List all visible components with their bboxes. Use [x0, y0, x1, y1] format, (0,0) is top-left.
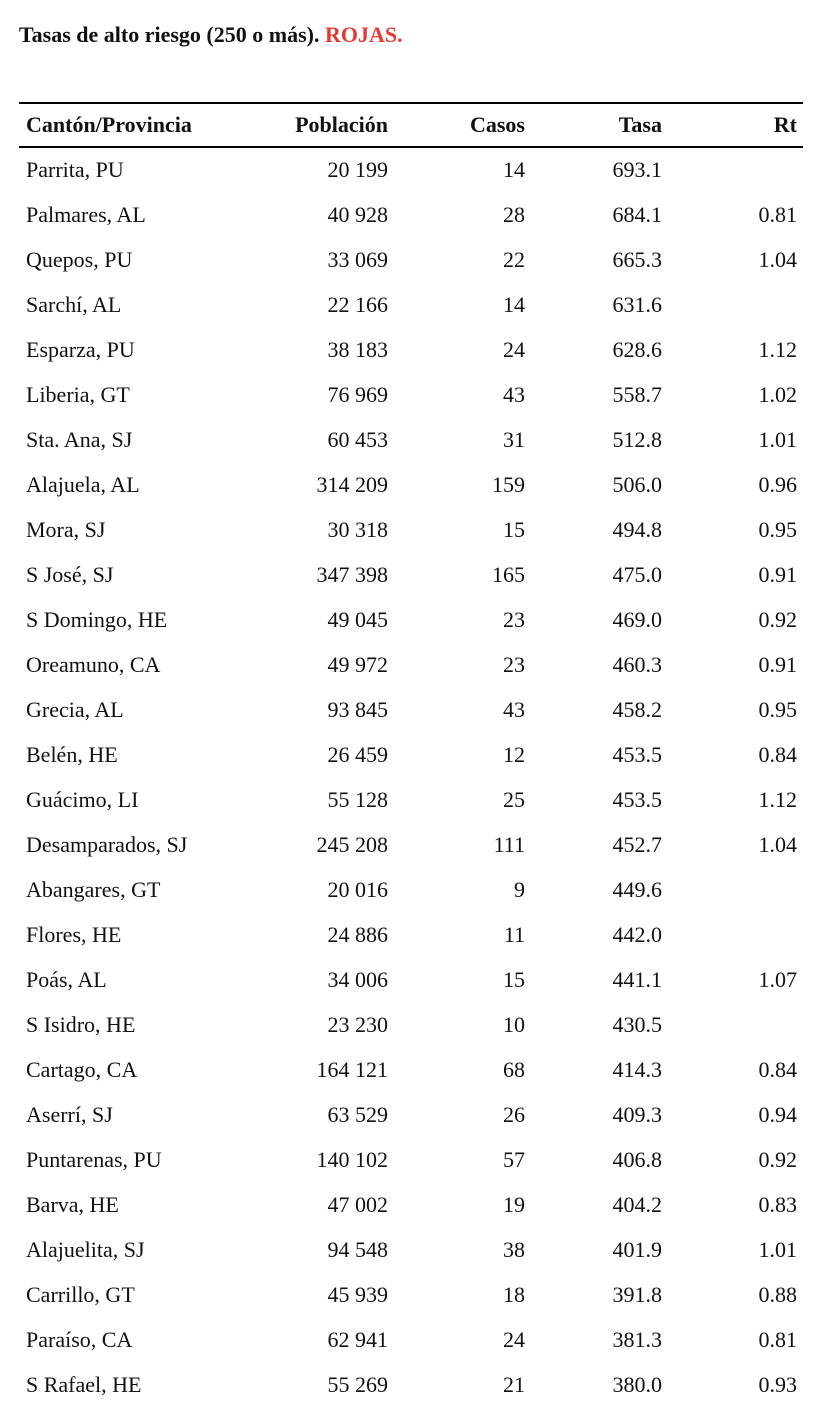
table-row — [19, 1092, 803, 1137]
cell-casos: 43 — [503, 696, 525, 722]
cell-rt: 1.01 — [758, 426, 797, 452]
cell-canton: Cartago, CA — [26, 1056, 138, 1082]
cell-rt — [662, 147, 803, 192]
cell-rt: 0.83 — [758, 1191, 797, 1217]
table-row — [19, 462, 803, 507]
cell-casos: 165 — [492, 561, 525, 587]
cell-casos: 57 — [503, 1146, 525, 1172]
cell-casos: 24 — [503, 336, 525, 362]
cell-poblacion: 34 006 — [327, 966, 388, 992]
cell-rt: 0.92 — [758, 606, 797, 632]
cell-poblacion: 24 886 — [327, 921, 388, 947]
table-row — [19, 1227, 803, 1272]
cell-poblacion: 20 199 — [327, 157, 388, 182]
table-row — [19, 642, 803, 687]
cell-rt — [662, 912, 803, 957]
cell-poblacion: 49 045 — [327, 606, 388, 632]
cell-canton: Aserrí, SJ — [26, 1101, 113, 1127]
cell-rt: 0.84 — [758, 741, 797, 767]
cell-poblacion: 49 972 — [327, 651, 388, 677]
cell-rt: 0.92 — [758, 1146, 797, 1172]
cell-canton: Desamparados, SJ — [26, 831, 188, 857]
cell-tasa: 381.3 — [612, 1326, 662, 1352]
cell-canton: S José, SJ — [26, 561, 114, 587]
cell-rt: 0.88 — [758, 1281, 797, 1307]
cell-poblacion: 164 121 — [316, 1056, 388, 1082]
table-row — [19, 822, 803, 867]
table-row — [19, 957, 803, 1002]
cell-casos: 14 — [503, 291, 525, 317]
cell-tasa: 631.6 — [612, 291, 662, 317]
cell-tasa: 409.3 — [612, 1101, 662, 1127]
cell-canton: Alajuelita, SJ — [26, 1236, 145, 1262]
cell-poblacion: 76 969 — [327, 381, 388, 407]
cell-poblacion: 60 453 — [327, 426, 388, 452]
table-row — [19, 1137, 803, 1182]
cell-tasa: 665.3 — [612, 246, 662, 272]
table-row — [19, 327, 803, 372]
table-row — [19, 282, 803, 327]
cell-casos: 31 — [503, 426, 525, 452]
cell-tasa: 449.6 — [612, 876, 662, 902]
cell-casos: 159 — [492, 471, 525, 497]
cell-tasa: 401.9 — [612, 1236, 662, 1262]
cell-casos: 22 — [503, 246, 525, 272]
cell-canton: Sta. Ana, SJ — [26, 426, 133, 452]
cell-canton: Belén, HE — [26, 741, 118, 767]
cell-casos: 12 — [503, 741, 525, 767]
cell-poblacion: 245 208 — [316, 831, 388, 857]
cell-rt: 0.96 — [758, 471, 797, 497]
cell-casos: 23 — [503, 606, 525, 632]
table-row — [19, 1317, 803, 1362]
cell-canton: Liberia, GT — [26, 381, 130, 407]
cell-casos: 23 — [503, 651, 525, 677]
cell-tasa: 494.8 — [612, 516, 662, 542]
cell-canton: Barva, HE — [26, 1191, 119, 1217]
cell-canton: Sarchí, AL — [26, 291, 122, 317]
cell-poblacion: 45 939 — [327, 1281, 388, 1307]
cell-poblacion: 314 209 — [316, 471, 388, 497]
cell-canton: Abangares, GT — [26, 876, 161, 902]
cell-tasa: 475.0 — [612, 561, 662, 587]
cell-poblacion: 33 069 — [327, 246, 388, 272]
cell-canton: Oreamuno, CA — [26, 651, 161, 677]
cell-casos: 15 — [503, 966, 525, 992]
cell-tasa: 452.7 — [612, 831, 662, 857]
table-row — [19, 507, 803, 552]
column-header-tasa: Tasa — [618, 112, 662, 137]
cell-canton: Guácimo, LI — [26, 786, 139, 812]
table-row — [19, 417, 803, 462]
cell-poblacion: 30 318 — [327, 516, 388, 542]
cell-canton: S Domingo, HE — [26, 606, 168, 632]
cell-rt: 1.04 — [758, 831, 797, 857]
cell-tasa: 380.0 — [612, 1371, 662, 1397]
cell-tasa: 460.3 — [612, 651, 662, 677]
table-row — [19, 552, 803, 597]
cell-rt: 0.93 — [758, 1371, 797, 1397]
cell-rt: 0.84 — [758, 1056, 797, 1082]
cell-rt: 1.04 — [758, 246, 797, 272]
cell-rt: 0.81 — [758, 1326, 797, 1352]
table-row — [19, 237, 803, 282]
cell-rt — [662, 867, 803, 912]
cell-tasa: 453.5 — [612, 741, 662, 767]
table-body — [19, 147, 803, 1407]
cell-tasa: 453.5 — [612, 786, 662, 812]
table-row — [19, 1002, 803, 1047]
title-main: Tasas de alto riesgo (250 o más). — [19, 22, 320, 47]
cell-casos: 68 — [503, 1056, 525, 1082]
cell-rt: 1.02 — [758, 381, 797, 407]
cell-tasa: 391.8 — [612, 1281, 662, 1307]
cell-canton: Paraíso, CA — [26, 1326, 133, 1352]
document-title — [19, 20, 403, 50]
cell-tasa: 414.3 — [612, 1056, 662, 1082]
cell-casos: 111 — [493, 831, 525, 857]
cell-poblacion: 38 183 — [327, 336, 388, 362]
cell-tasa: 693.1 — [612, 157, 662, 182]
table-row — [19, 1272, 803, 1317]
risk-rates-table-container — [19, 102, 803, 1407]
cell-poblacion: 20 016 — [327, 876, 388, 902]
table-row — [19, 192, 803, 237]
cell-poblacion: 347 398 — [316, 561, 388, 587]
cell-canton: Grecia, AL — [26, 696, 124, 722]
cell-poblacion: 94 548 — [327, 1236, 388, 1262]
cell-poblacion: 23 230 — [327, 1011, 388, 1037]
cell-casos: 28 — [503, 201, 525, 227]
cell-casos: 11 — [503, 921, 525, 947]
table-row — [19, 147, 803, 192]
cell-rt: 1.12 — [758, 786, 797, 812]
cell-tasa: 628.6 — [612, 336, 662, 362]
cell-poblacion: 40 928 — [327, 201, 388, 227]
cell-tasa: 430.5 — [612, 1011, 662, 1037]
cell-rt: 0.81 — [758, 201, 797, 227]
cell-poblacion: 26 459 — [327, 741, 388, 767]
column-header-rt: Rt — [773, 112, 797, 137]
risk-rates-table — [19, 102, 803, 1407]
cell-rt — [662, 1002, 803, 1047]
table-row — [19, 687, 803, 732]
cell-rt: 0.91 — [758, 561, 797, 587]
cell-casos: 10 — [503, 1011, 525, 1037]
cell-poblacion: 93 845 — [327, 696, 388, 722]
cell-canton: Alajuela, AL — [26, 471, 140, 497]
cell-canton: S Rafael, HE — [26, 1371, 142, 1397]
cell-casos: 21 — [503, 1371, 525, 1397]
column-header-poblacion: Población — [295, 112, 388, 137]
cell-tasa: 404.2 — [612, 1191, 662, 1217]
column-header-casos: Casos — [469, 112, 525, 137]
table-row — [19, 1047, 803, 1092]
cell-canton: Carrillo, GT — [26, 1281, 135, 1307]
cell-rt: 1.12 — [758, 336, 797, 362]
cell-canton: Parrita, PU — [26, 157, 124, 182]
cell-tasa: 406.8 — [612, 1146, 662, 1172]
table-row — [19, 597, 803, 642]
cell-poblacion: 140 102 — [316, 1146, 388, 1172]
cell-tasa: 512.8 — [612, 426, 662, 452]
cell-rt: 1.01 — [758, 1236, 797, 1262]
cell-casos: 38 — [503, 1236, 525, 1262]
table-row — [19, 732, 803, 777]
cell-canton: Poás, AL — [26, 966, 107, 992]
cell-canton: Quepos, PU — [26, 246, 133, 272]
cell-casos: 15 — [503, 516, 525, 542]
cell-tasa: 558.7 — [612, 381, 662, 407]
table-header-row — [19, 103, 803, 147]
cell-casos: 43 — [503, 381, 525, 407]
cell-canton: S Isidro, HE — [26, 1011, 136, 1037]
table-header — [19, 103, 803, 147]
cell-rt — [662, 282, 803, 327]
cell-tasa: 458.2 — [612, 696, 662, 722]
cell-poblacion: 47 002 — [327, 1191, 388, 1217]
cell-rt: 0.91 — [758, 651, 797, 677]
cell-canton: Palmares, AL — [26, 201, 146, 227]
cell-canton: Esparza, PU — [26, 336, 135, 362]
cell-canton: Puntarenas, PU — [26, 1146, 162, 1172]
cell-poblacion: 55 269 — [327, 1371, 388, 1397]
cell-casos: 18 — [503, 1281, 525, 1307]
cell-casos: 25 — [503, 786, 525, 812]
cell-poblacion: 55 128 — [327, 786, 388, 812]
cell-casos: 14 — [503, 157, 525, 182]
cell-tasa: 684.1 — [612, 201, 662, 227]
cell-casos: 19 — [503, 1191, 525, 1217]
column-header-canton: Cantón/Provincia — [26, 112, 192, 137]
table-row — [19, 1182, 803, 1227]
cell-rt: 0.95 — [758, 516, 797, 542]
cell-casos: 26 — [503, 1101, 525, 1127]
table-row — [19, 912, 803, 957]
cell-tasa: 441.1 — [612, 966, 662, 992]
cell-canton: Mora, SJ — [26, 516, 106, 542]
cell-rt: 0.94 — [758, 1101, 797, 1127]
table-row — [19, 1362, 803, 1407]
cell-poblacion: 62 941 — [327, 1326, 388, 1352]
cell-poblacion: 63 529 — [327, 1101, 388, 1127]
table-row — [19, 867, 803, 912]
cell-tasa: 469.0 — [612, 606, 662, 632]
cell-canton: Flores, HE — [26, 921, 122, 947]
table-row — [19, 372, 803, 417]
cell-poblacion: 22 166 — [327, 291, 388, 317]
title-accent-label: ROJAS. — [324, 22, 403, 47]
cell-casos: 9 — [514, 876, 525, 902]
cell-casos: 24 — [503, 1326, 525, 1352]
cell-tasa: 442.0 — [612, 921, 662, 947]
cell-rt: 1.07 — [758, 966, 797, 992]
cell-tasa: 506.0 — [612, 471, 662, 497]
cell-rt: 0.95 — [758, 696, 797, 722]
table-row — [19, 777, 803, 822]
